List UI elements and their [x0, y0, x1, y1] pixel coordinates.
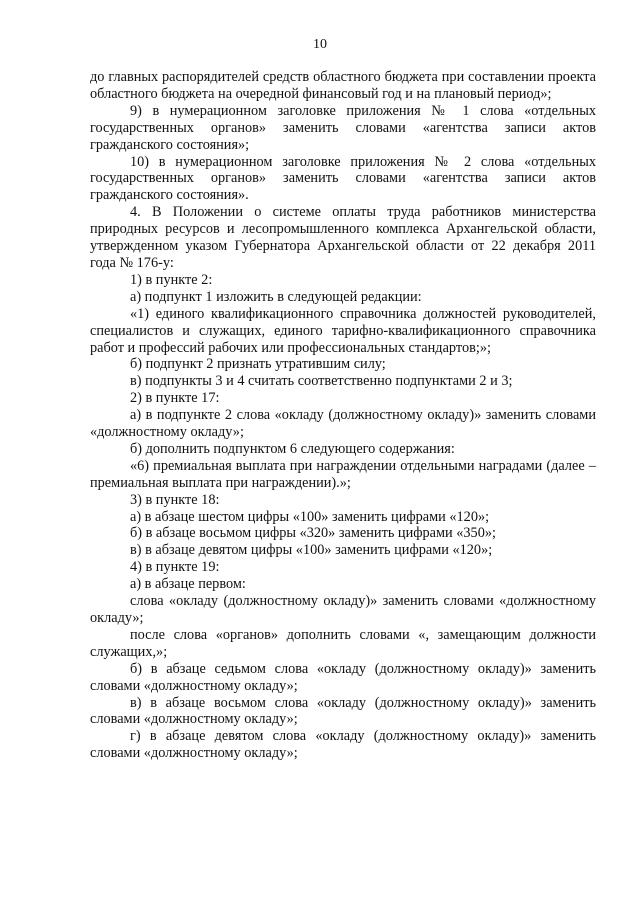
paragraph: 3) в пункте 18:	[130, 491, 220, 508]
paragraph: б) в абзаце седьмом слова «окладу (должностному окладу)» заменить словами «должностному окладу»;	[90, 660, 596, 694]
paragraph: а) в абзаце первом:	[130, 576, 246, 593]
paragraph: а) в абзаце шестом цифры «100» заменить цифрами «120»;	[130, 508, 490, 525]
paragraph: до главных распорядителей средств областного бюджета при составлении проекта областного бюджета на очередной финансовый год и на плановый период»;	[90, 69, 596, 102]
paragraph: 4) в пункте 19:	[130, 559, 220, 576]
paragraph: 10) в нумерационном заголовке приложения № 2 слова «отдельных государственных органов» заменить словами «агентства записи актов гражданского состояния».	[90, 153, 596, 204]
document-body	[90, 69, 596, 762]
paragraph: г) в абзаце девятом слова «окладу (должностному окладу)» заменить словами «должностному окладу»;	[90, 728, 596, 762]
paragraph: 2) в пункте 17:	[130, 390, 220, 407]
paragraph: слова «окладу (должностному окладу)» заменить словами «должностному окладу»;	[90, 593, 596, 626]
paragraph: а) в подпункте 2 слова «окладу (должностному окладу)» заменить словами «должностному окладу»;	[90, 407, 596, 441]
paragraph: а) подпункт 1 изложить в следующей редакции:	[130, 288, 422, 305]
paragraph: б) дополнить подпунктом 6 следующего содержания:	[130, 440, 455, 457]
paragraph: «1) единого квалификационного справочника должностей руководителей, специалистов и служащих, единого тарифно-квалификационного справочника работ и профессий рабочих или профессиональных стандартов;»;	[90, 305, 596, 356]
paragraph: 1) в пункте 2:	[130, 271, 213, 288]
paragraph: б) в абзаце восьмом цифры «320» заменить цифрами «350»;	[130, 525, 496, 542]
paragraph: после слова «органов» дополнить словами «, замещающим должности служащих,»;	[90, 626, 596, 660]
paragraph: «6) премиальная выплата при награждении отдельными наградами (далее – премиальная выплата при награждении).»;	[90, 457, 596, 491]
paragraph: 9) в нумерационном заголовке приложения № 1 слова «отдельных государственных органов» заменить словами «агентства записи актов гражданского состояния»;	[90, 102, 596, 153]
page-number: 10	[313, 37, 327, 52]
paragraph: в) подпункты 3 и 4 считать соответственно подпунктами 2 и 3;	[130, 373, 513, 390]
paragraph: в) в абзаце восьмом слова «окладу (должностному окладу)» заменить словами «должностному окладу»;	[90, 694, 596, 728]
paragraph: в) в абзаце девятом цифры «100» заменить цифрами «120»;	[130, 542, 493, 559]
paragraph: 4. В Положении о системе оплаты труда работников министерства природных ресурсов и лесопромышленного комплекса Архангельской области, утвержденном указом Губернатора Архангельской области от 22 декабря 2011 года № 176-у:	[90, 204, 596, 271]
paragraph: б) подпункт 2 признать утратившим силу;	[130, 356, 386, 373]
